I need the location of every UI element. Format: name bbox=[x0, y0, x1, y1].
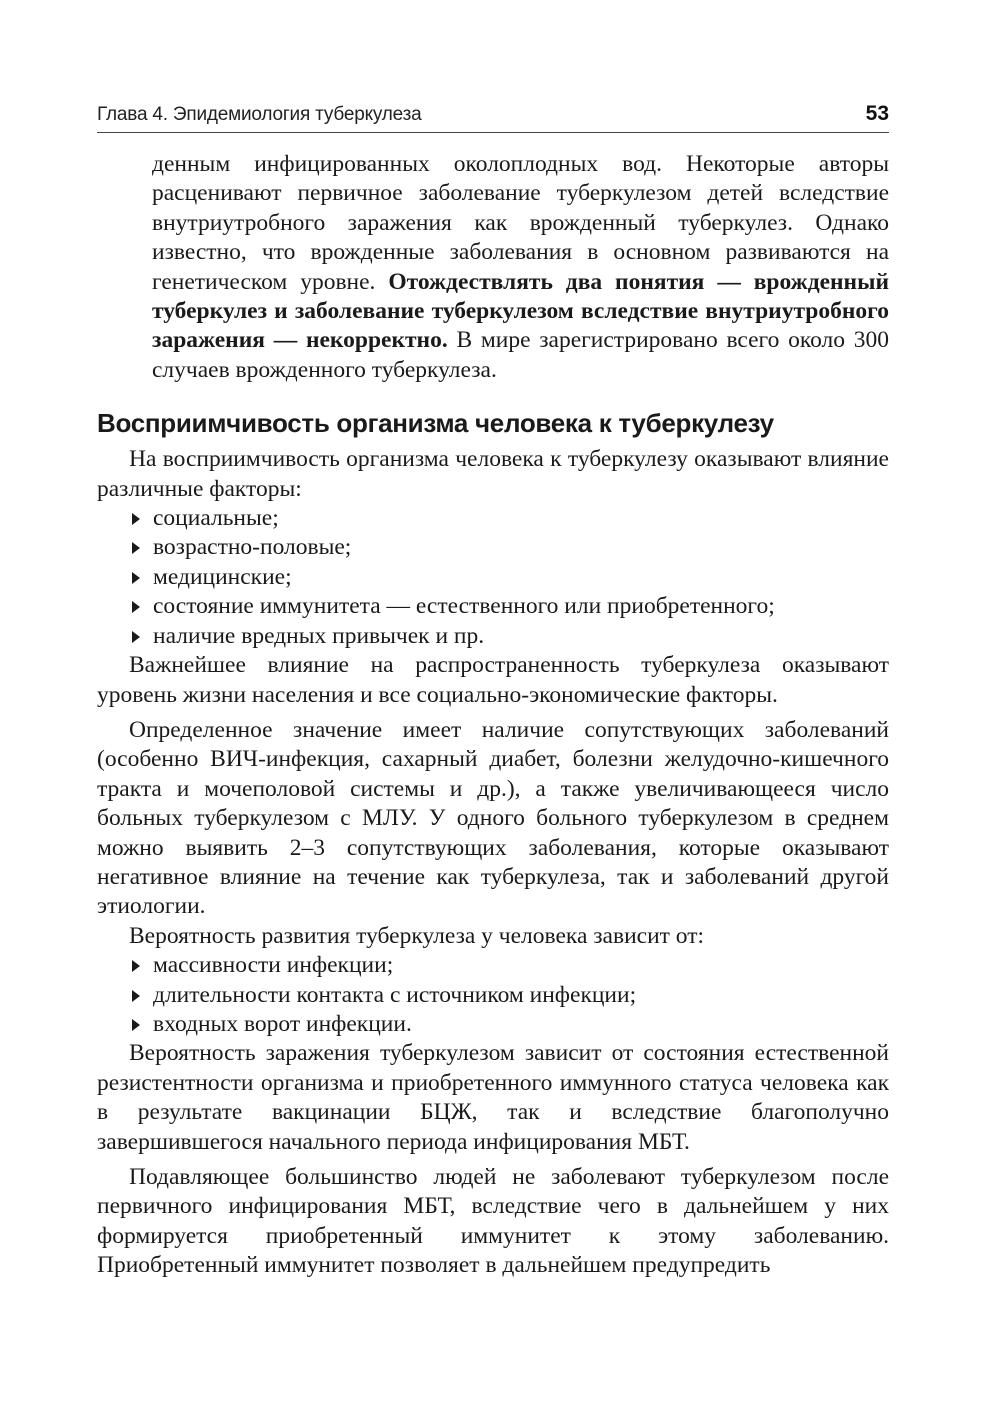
paragraph-probability-intro: Вероятность развития туберкулеза у человека зависит от: bbox=[129, 922, 705, 949]
list-item-text: состояние иммунитета — естественного или приобретенного; bbox=[153, 593, 775, 620]
running-head bbox=[97, 100, 889, 136]
list-item bbox=[132, 622, 889, 651]
list-item-text: массивности инфекции; bbox=[153, 952, 394, 979]
intro-text-before-bold: денным инфицированных околоплодных вод. Некоторые авторы расценивают первичное заболевание туберкулезом детей вследствие внутриутробного заражения как врожденный туберкулез. Однако известно, что врожденные заболевания в основном развиваются на генетическом уровне. bbox=[152, 151, 889, 295]
triangle-bullet-icon bbox=[132, 542, 140, 554]
list-item-text: медицинские; bbox=[153, 563, 292, 590]
triangle-bullet-icon bbox=[132, 1019, 140, 1031]
factors-list bbox=[97, 504, 889, 651]
list-item bbox=[132, 504, 889, 533]
paragraph-susceptibility: На восприимчивость организма человека к туберкулезу оказывают влияние различные факторы: bbox=[97, 446, 889, 502]
list-item-text: длительности контакта с источником инфекции; bbox=[153, 981, 637, 1008]
list-item-text: социальные; bbox=[153, 505, 279, 532]
section-title: Восприимчивость организма человека к туберкулезу bbox=[97, 408, 774, 439]
triangle-bullet-icon bbox=[132, 960, 140, 972]
intro-paragraph bbox=[152, 150, 889, 385]
page-number: 53 bbox=[865, 102, 889, 125]
triangle-bullet-icon bbox=[132, 513, 140, 525]
paragraph-comorbidities: Определенное значение имеет наличие сопутствующих заболеваний (особенно ВИЧ-инфекция, сахарный диабет, болезни желудочно-кишечного тракта и мочеполовой системы и др.), а также увеличивающееся число больных туберкулезом с МЛУ. У одного больного туберкулезом в среднем можно выявить 2–3 сопутствующих заболевания, которые оказывают негативное влияние на течение как туберкулеза, так и заболеваний другой этиологии. bbox=[97, 716, 889, 920]
page-body bbox=[97, 150, 889, 1281]
list-item bbox=[132, 533, 889, 562]
intro-bold-statement: Отождествлять два понятия — врожденный туберкулез и заболевание туберкулезом вследствие внутриутробного заражения — некорректно. bbox=[152, 268, 889, 354]
triangle-bullet-icon bbox=[132, 990, 140, 1002]
list-item bbox=[132, 563, 889, 592]
intro-text-after-bold: В мире зарегистрировано всего около 300 случаев врожденного туберкулеза. bbox=[152, 327, 889, 383]
triangle-bullet-icon bbox=[132, 631, 140, 643]
chapter-title: Глава 4. Эпидемиология туберкулеза bbox=[97, 104, 422, 125]
risk-factors-list bbox=[97, 951, 889, 1039]
list-item bbox=[132, 951, 889, 980]
list-item-text: входных ворот инфекции. bbox=[153, 1010, 412, 1037]
list-item-text: наличие вредных привычек и пр. bbox=[153, 622, 485, 649]
list-item bbox=[132, 981, 889, 1010]
continued-paragraph-block bbox=[97, 150, 889, 385]
list-item-text: возрастно-половые; bbox=[153, 534, 352, 561]
paragraph-acquired-immunity: Подавляющее большинство людей не заболевают туберкулезом после первичного инфицирования МБТ, вследствие чего в дальнейшем у них формируется приобретенный иммунитет к этому заболеванию. Приобретенный иммунитет позволяет в дальнейшем предупредить bbox=[97, 1164, 889, 1279]
list-item bbox=[132, 592, 889, 621]
paragraph-living-standards: Важнейшее влияние на распространенность туберкулеза оказывают уровень жизни населения и все социально-экономические факторы. bbox=[97, 652, 889, 708]
triangle-bullet-icon bbox=[132, 601, 140, 613]
paragraph-infection-probability: Вероятность заражения туберкулезом зависит от состояния естественной резистентности организма и приобретенного иммунного статуса человека как в результате вакцинации БЦЖ, так и вследствие благополучно завершившегося начального периода инфицирования МБТ. bbox=[97, 1040, 889, 1155]
triangle-bullet-icon bbox=[132, 572, 140, 584]
list-item bbox=[132, 1010, 889, 1039]
header-rule bbox=[97, 132, 889, 133]
